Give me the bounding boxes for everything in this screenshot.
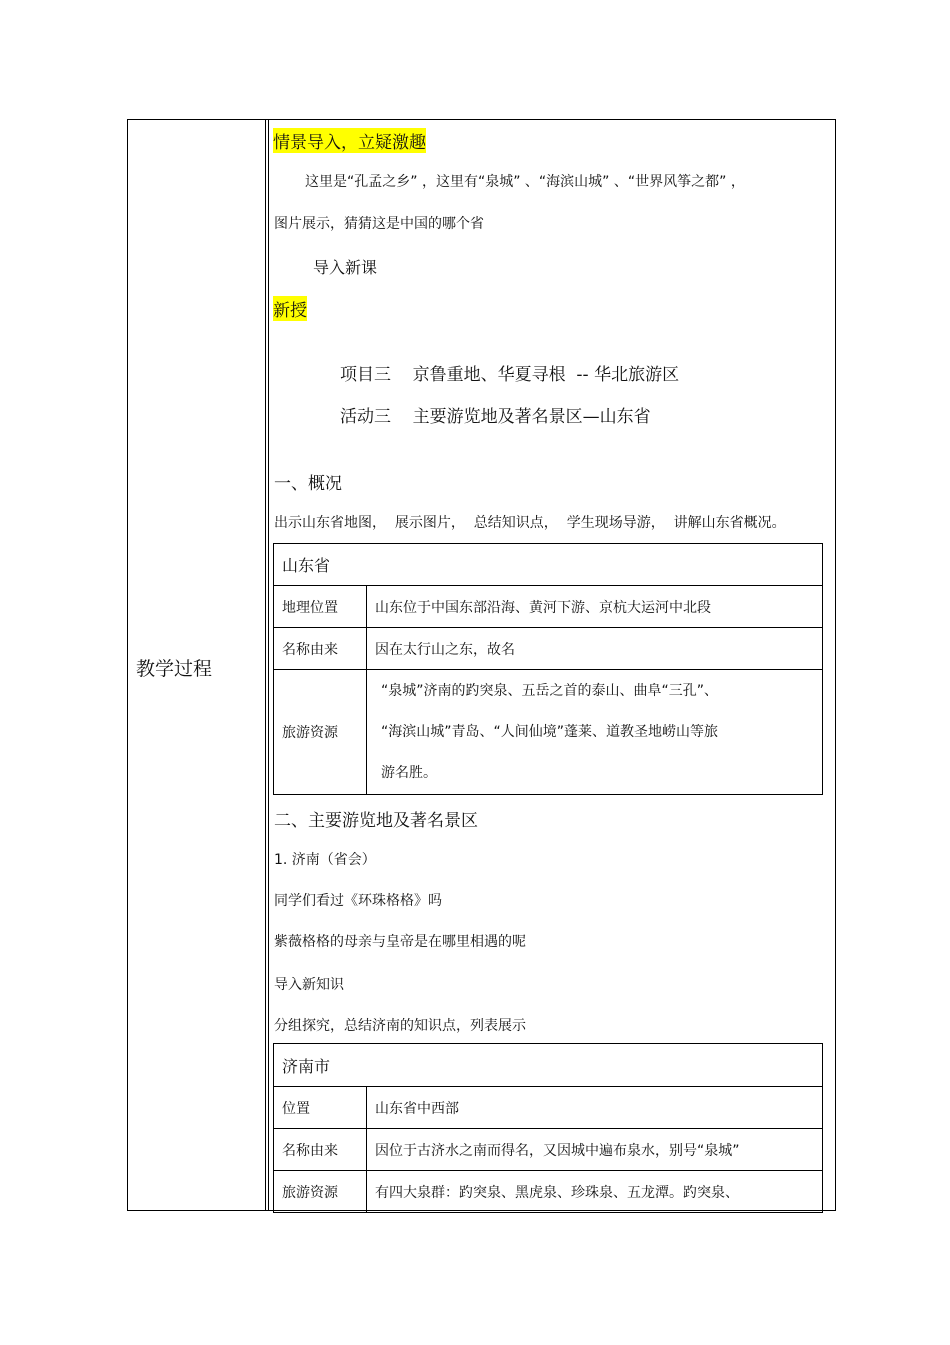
section1-title: 一、概况 (274, 474, 342, 494)
heading-new-teaching: 新授 (273, 296, 307, 321)
question-2: 紫薇格格的母亲与皇帝是在哪里相遇的呢 (274, 934, 526, 950)
section2-title: 二、主要游览地及著名景区 (274, 811, 478, 831)
row-label-location: 地理位置 (274, 586, 367, 628)
jinan-row-label-location: 位置 (274, 1087, 367, 1129)
row-label-tourism: 旅游资源 (274, 670, 367, 795)
heading-intro: 情景导入，立疑激趣 (273, 128, 426, 153)
jinan-row-value-location: 山东省中西部 (367, 1087, 823, 1129)
column-divider (265, 119, 266, 1211)
row-value-tourism (367, 670, 823, 795)
row-label-name-origin: 名称由来 (274, 628, 367, 670)
row-value-location: 山东位于中国东部沿海、黄河下游、京杭大运河中北段 (367, 586, 823, 628)
lead-new-lesson: 导入新课 (313, 258, 378, 277)
column-divider-inner (268, 119, 269, 1211)
project-line: 项目三 京鲁重地、华夏寻根 -- 华北旅游区 (340, 365, 680, 385)
shandong-table-title: 山东省 (274, 544, 823, 586)
jinan-table (273, 1043, 823, 1213)
jinan-row-label-name-origin: 名称由来 (274, 1129, 367, 1171)
jinan-table-title: 济南市 (274, 1044, 823, 1087)
lead-new-knowledge: 导入新知识 (274, 977, 344, 993)
intro-line-2: 图片展示，猜猜这是中国的哪个省 (274, 216, 484, 232)
intro-line-1: 这里是“孔孟之乡” ，这里有“泉城” 、“海滨山城” 、“世界风筝之都” ， (305, 174, 745, 190)
question-1: 同学们看过《环珠格格》吗 (274, 893, 442, 909)
jinan-row-value-tourism: 有四大泉群：趵突泉、黑虎泉、珍珠泉、五龙潭。趵突泉、 (367, 1171, 823, 1213)
tourism-line-1: “泉城”济南的趵突泉、五岳之首的泰山、曲阜“三孔”、 (381, 682, 719, 699)
section1-desc: 出示山东省地图， 展示图片， 总结知识点， 学生现场导游， 讲解山东省概况。 (274, 515, 786, 531)
jinan-row-value-name-origin: 因位于古济水之南而得名，又因城中遍布泉水，别号“泉城” (367, 1129, 823, 1171)
tourism-line-2: “海滨山城”青岛、“人间仙境”蓬莱、道教圣地崂山等旅 (381, 723, 719, 740)
activity-line: 活动三 主要游览地及著名景区—山东省 (340, 407, 651, 427)
group-exploration: 分组探究，总结济南的知识点，列表展示 (274, 1018, 526, 1034)
row-value-name-origin: 因在太行山之东，故名 (367, 628, 823, 670)
section-label: 教学过程 (136, 658, 213, 680)
tourism-line-3: 游名胜。 (381, 764, 437, 781)
jinan-heading: 1. 济南（省会） (274, 852, 376, 868)
jinan-row-label-tourism: 旅游资源 (274, 1171, 367, 1213)
shandong-table (273, 543, 823, 795)
